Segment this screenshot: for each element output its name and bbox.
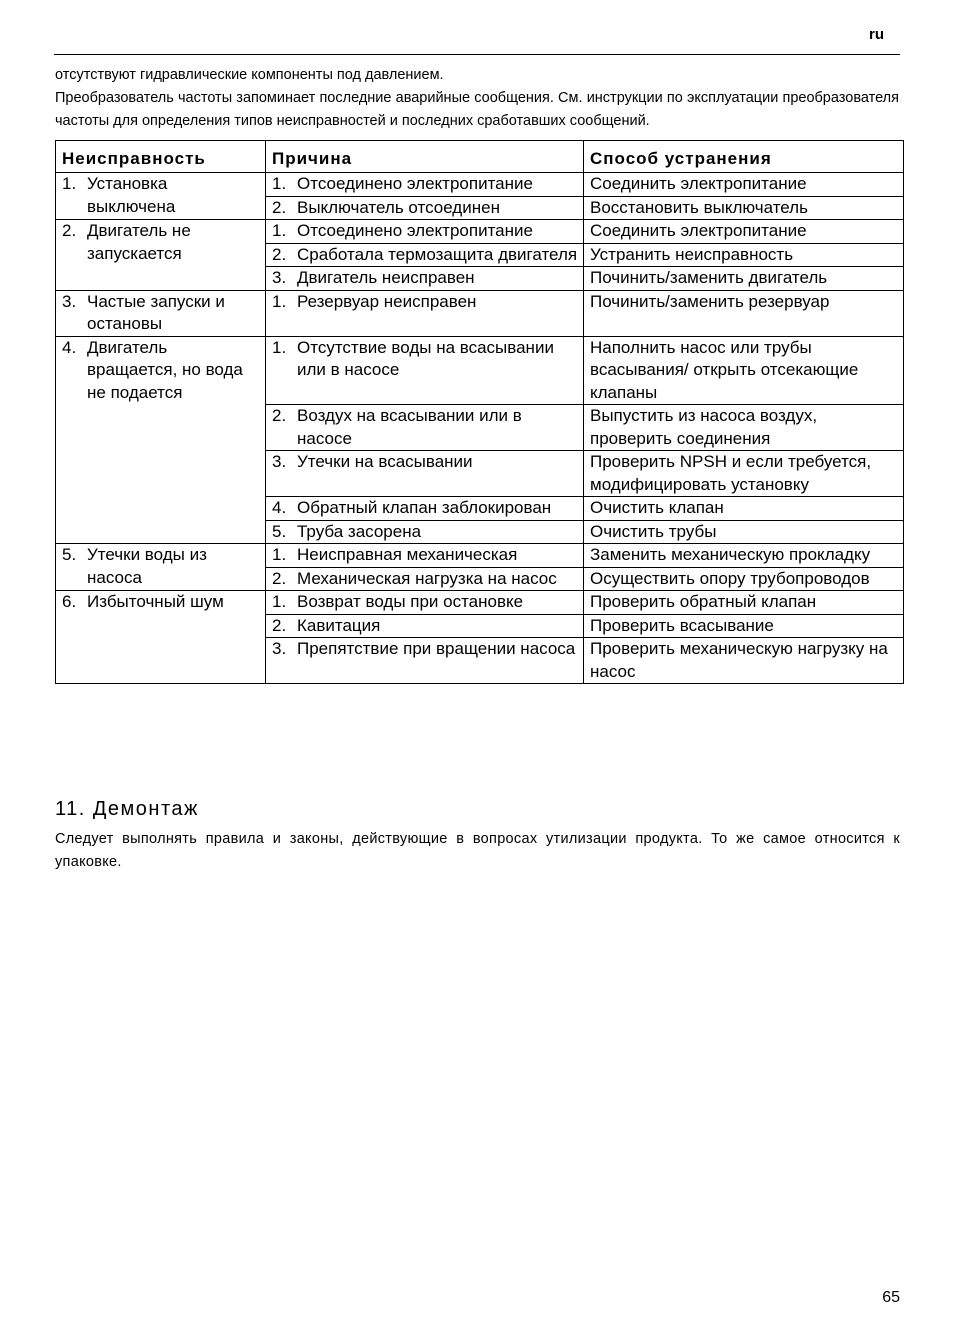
fault-cell xyxy=(56,591,266,684)
cause-number: 1. xyxy=(272,337,287,357)
cause xyxy=(272,173,578,196)
remedy-cell: Проверить всасывание xyxy=(584,614,904,638)
cause-text: Отсоединено электропитание xyxy=(297,221,533,240)
remedy-cell: Соединить электропитание xyxy=(584,220,904,244)
cause-cell xyxy=(266,614,584,638)
table-row xyxy=(56,336,904,405)
cause-number: 2. xyxy=(272,244,287,264)
cause-number: 2. xyxy=(272,406,287,425)
cause-cell xyxy=(266,405,584,451)
cause xyxy=(272,197,578,220)
fault-number: 4. xyxy=(62,337,77,357)
header-fault: Неисправность xyxy=(56,141,266,173)
cause-text: Отсоединено электропитание xyxy=(297,174,533,193)
troubleshooting-table xyxy=(55,140,904,684)
language-code: ru xyxy=(869,26,884,43)
header-cause: Причина xyxy=(266,141,584,173)
cause xyxy=(272,337,578,382)
cause xyxy=(272,497,578,520)
cause-text: Воздух на всасывании или в насосе xyxy=(297,406,522,448)
cause-cell xyxy=(266,290,584,336)
fault-cell xyxy=(56,173,266,220)
cause xyxy=(272,451,578,474)
section-text: Следует выполнять правила и законы, действующие в вопросах утилизации продукта. То же самое относится к упаковке. xyxy=(55,831,900,870)
header-rule xyxy=(54,54,900,55)
cause-text: Неисправная механическая xyxy=(297,545,518,564)
cause-number: 1. xyxy=(272,545,287,564)
cause-cell xyxy=(266,267,584,291)
cause xyxy=(272,591,578,614)
cause-number: 1. xyxy=(272,221,287,240)
fault-cell xyxy=(56,544,266,591)
cause-cell xyxy=(266,196,584,220)
cause-cell xyxy=(266,497,584,521)
cause-cell xyxy=(266,336,584,405)
fault xyxy=(62,291,260,336)
remedy-cell: Выпустить из насоса воздух, проверить соединения xyxy=(584,405,904,451)
remedy-cell: Проверить NPSH и если требуется, модифицировать установку xyxy=(584,451,904,497)
fault-cell xyxy=(56,290,266,336)
cause-text: Двигатель неисправен xyxy=(297,268,475,287)
cause-number: 5. xyxy=(272,521,287,541)
intro-text xyxy=(55,64,899,133)
remedy-cell: Заменить механическую прокладку xyxy=(584,544,904,568)
table-row xyxy=(56,544,904,568)
fault-text: Установка выключена xyxy=(87,174,176,216)
cause xyxy=(272,244,578,267)
table-row xyxy=(56,290,904,336)
fault-number: 5. xyxy=(62,545,77,564)
cause xyxy=(272,568,578,591)
cause-cell xyxy=(266,220,584,244)
cause-cell xyxy=(266,520,584,544)
cause-text: Сработала термозащита двигателя xyxy=(297,244,578,264)
cause-cell xyxy=(266,544,584,568)
remedy-cell: Осуществить опору трубопроводов xyxy=(584,567,904,591)
cause-text: Утечки на всасывании xyxy=(297,452,473,471)
cause xyxy=(272,405,578,450)
fault xyxy=(62,544,260,589)
table-row xyxy=(56,173,904,197)
remedy-cell: Починить/заменить резервуар xyxy=(584,290,904,336)
remedy-cell: Очистить трубы xyxy=(584,520,904,544)
cause-number: 4. xyxy=(272,498,287,517)
remedy-cell: Проверить обратный клапан xyxy=(584,591,904,615)
cause xyxy=(272,638,578,661)
cause-cell xyxy=(266,451,584,497)
cause-text: Выключатель отсоединен xyxy=(297,197,500,217)
fault-cell xyxy=(56,336,266,544)
cause-cell xyxy=(266,173,584,197)
intro-line-2: Преобразователь частоты запоминает последние аварийные сообщения. См. инструкции по эксплуатации преобразователя частоты для определения типов неисправностей и последних сработавших сообщений. xyxy=(55,90,899,129)
cause-number: 2. xyxy=(272,568,287,588)
fault-number: 2. xyxy=(62,221,77,240)
fault xyxy=(62,337,260,405)
table-row xyxy=(56,591,904,615)
cause-number: 1. xyxy=(272,174,287,193)
cause-text: Труба засорена xyxy=(297,521,422,541)
fault-cell xyxy=(56,220,266,291)
cause-number: 2. xyxy=(272,615,287,635)
cause-text: Механическая нагрузка на насос xyxy=(297,568,557,588)
fault-text: Двигатель не запускается xyxy=(87,221,191,263)
remedy-cell: Починить/заменить двигатель xyxy=(584,267,904,291)
table-header-row xyxy=(56,141,904,173)
fault-number: 3. xyxy=(62,291,77,311)
cause-text: Обратный клапан заблокирован xyxy=(297,498,552,517)
fault-text: Частые запуски и остановы xyxy=(87,291,225,333)
table-body xyxy=(56,173,904,684)
intro-line-1: отсутствуют гидравлические компоненты под давлением. xyxy=(55,67,444,83)
cause-cell xyxy=(266,638,584,684)
remedy-cell: Проверить механическую нагрузку на насос xyxy=(584,638,904,684)
fault xyxy=(62,220,260,265)
fault-number: 1. xyxy=(62,174,77,193)
remedy-cell: Соединить электропитание xyxy=(584,173,904,197)
table-row xyxy=(56,220,904,244)
cause-number: 2. xyxy=(272,197,287,217)
cause-number: 3. xyxy=(272,268,287,287)
remedy-cell: Наполнить насос или трубы всасывания/ открыть отсекающие клапаны xyxy=(584,336,904,405)
cause-number: 1. xyxy=(272,291,287,311)
cause xyxy=(272,267,578,290)
cause-text: Возврат воды при остановке xyxy=(297,592,524,611)
cause-number: 3. xyxy=(272,639,287,658)
fault-number: 6. xyxy=(62,592,77,611)
section-title: 11. Демонтаж xyxy=(55,798,199,820)
fault-text: Утечки воды из насоса xyxy=(87,545,207,587)
cause-cell xyxy=(266,591,584,615)
remedy-cell: Устранить неисправность xyxy=(584,243,904,267)
fault xyxy=(62,173,260,218)
page-number: 65 xyxy=(882,1289,900,1306)
cause-number: 1. xyxy=(272,592,287,611)
cause-number: 3. xyxy=(272,452,287,471)
fault-text: Двигатель вращается, но вода не подается xyxy=(87,337,243,402)
cause-text: Препятствие при вращении насоса xyxy=(297,639,576,658)
cause-text: Кавитация xyxy=(297,615,381,635)
cause xyxy=(272,220,578,243)
cause xyxy=(272,521,578,544)
cause xyxy=(272,544,578,567)
cause xyxy=(272,615,578,638)
cause-cell xyxy=(266,243,584,267)
fault-text: Избыточный шум xyxy=(87,592,224,611)
fault xyxy=(62,591,260,614)
cause-text: Резервуар неисправен xyxy=(297,291,477,311)
cause-text: Отсутствие воды на всасывании или в насосе xyxy=(297,337,554,379)
cause xyxy=(272,291,578,314)
remedy-cell: Восстановить выключатель xyxy=(584,196,904,220)
remedy-cell: Очистить клапан xyxy=(584,497,904,521)
cause-cell xyxy=(266,567,584,591)
header-remedy: Способ устранения xyxy=(584,141,904,173)
